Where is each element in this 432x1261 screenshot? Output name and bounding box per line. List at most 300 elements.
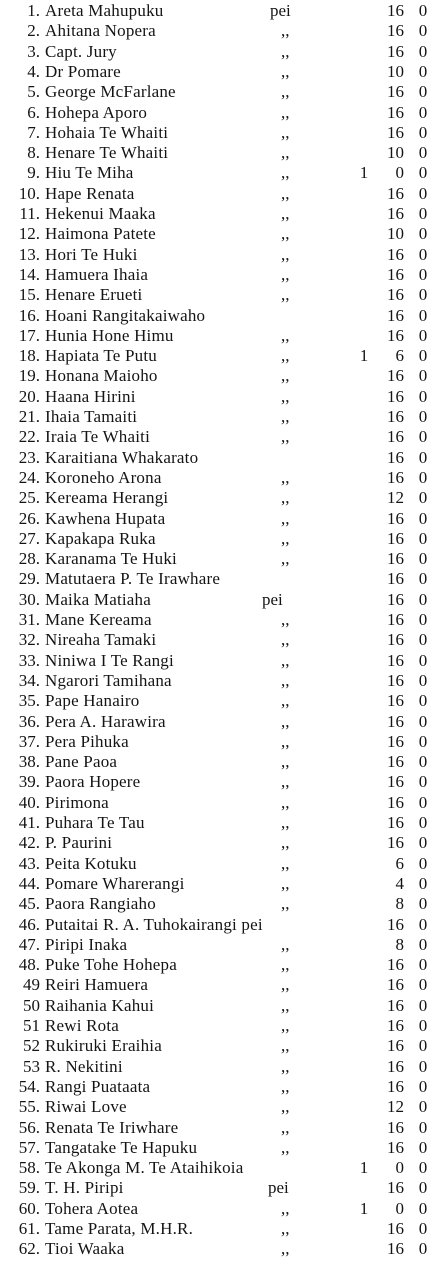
entry-mark: ,, (281, 853, 290, 873)
entry-number: 56. (18, 1117, 40, 1137)
entry-shillings: 16 (387, 1076, 404, 1096)
entry-name: Hoani Rangitakaiwaho (45, 305, 206, 325)
entry-number: 24. (18, 467, 40, 487)
entry-shillings: 16 (387, 813, 404, 832)
entry-name: Pomare Wharerangi (45, 873, 185, 893)
entry-number: 12. (18, 224, 40, 244)
entry-shillings: 16 (387, 82, 404, 102)
entry-mark: ,, (281, 610, 290, 629)
entry-shillings: 16 (387, 467, 404, 487)
list-item (0, 183, 432, 203)
entry-mark: ,, (281, 346, 290, 366)
entry-mark: ,, (281, 244, 290, 264)
entry-pounds: 1 (359, 1158, 369, 1178)
entry-mark: ,, (281, 691, 290, 711)
entry-mark: ,, (281, 366, 290, 386)
entry-name: Pape Hanairo (45, 691, 140, 711)
list-item (0, 812, 432, 832)
entry-name: Te Akonga M. Te Ataihikoia (45, 1158, 244, 1178)
entry-number: 50 (23, 995, 40, 1015)
entry-shillings: 12 (387, 488, 404, 508)
entry-mark: ,, (281, 1137, 290, 1157)
entry-pence: 0 (418, 325, 428, 345)
entry-name: Renata Te Iriwhare (45, 1117, 179, 1137)
entry-name: Haimona Patete (45, 224, 156, 244)
entry-shillings: 16 (387, 528, 404, 548)
entry-pence: 0 (418, 264, 428, 284)
entry-pence: 0 (418, 650, 428, 670)
list-item (0, 142, 432, 162)
entry-name: Hekenui Maaka (45, 204, 156, 223)
entry-mark: ,, (281, 955, 290, 975)
entry-name: Putaitai R. A. Tuhokairangi pei (45, 914, 263, 934)
entry-pence: 0 (418, 407, 428, 426)
entry-pounds: 1 (359, 1198, 369, 1218)
entry-shillings: 10 (387, 61, 404, 81)
entry-number: 31. (18, 610, 40, 629)
entry-mark: ,, (281, 934, 290, 954)
entry-number: 10. (18, 183, 40, 203)
list-item (0, 568, 432, 588)
entry-number: 51 (23, 1016, 40, 1035)
entry-pence: 0 (418, 711, 428, 731)
entry-number: 15. (18, 285, 40, 305)
entry-name: Pirimona (45, 792, 109, 812)
list-item (0, 995, 432, 1015)
entry-name: Hohaia Te Whaiti (45, 122, 169, 142)
entry-shillings: 10 (387, 224, 404, 244)
entry-pence: 0 (418, 1076, 428, 1096)
entry-pence: 0 (418, 41, 428, 61)
entry-pence: 0 (418, 366, 428, 386)
entry-pence: 0 (418, 1117, 428, 1137)
entry-mark: ,, (281, 650, 290, 670)
entry-number: 35. (18, 691, 40, 711)
entry-number: 13. (18, 244, 40, 264)
list-item (0, 223, 432, 243)
entry-name: Ahitana Nopera (45, 21, 156, 41)
entry-name: Matutaera P. Te Irawhare (45, 569, 221, 589)
entry-pence: 0 (418, 183, 428, 203)
entry-shillings: 16 (387, 447, 404, 467)
list-item (0, 365, 432, 385)
entry-name: T. H. Piripi (45, 1178, 124, 1198)
entry-pence: 0 (418, 102, 428, 122)
entry-shillings: 16 (387, 975, 404, 995)
list-item (0, 1015, 432, 1035)
entry-shillings: 16 (387, 691, 404, 711)
entry-number: 55. (18, 1097, 40, 1117)
list-item (0, 41, 432, 61)
entry-mark: ,, (281, 82, 290, 102)
entry-pence: 0 (418, 346, 428, 366)
entry-name: Mane Kereama (45, 610, 152, 629)
entry-name: Iraia Te Whaiti (45, 427, 151, 447)
list-item (0, 1238, 432, 1258)
entry-name: Paora Rangiaho (45, 894, 156, 914)
entry-shillings: 16 (387, 610, 404, 629)
list-item (0, 284, 432, 304)
entry-name: Hori Te Huki (45, 244, 138, 264)
entry-mark: ,, (281, 894, 290, 914)
entry-mark: ,, (281, 325, 290, 345)
entry-shillings: 16 (387, 386, 404, 406)
entry-pence: 0 (418, 204, 428, 223)
entry-number: 28. (18, 549, 40, 569)
entry-pence: 0 (418, 670, 428, 690)
entry-mark: ,, (281, 630, 290, 650)
entry-number: 25. (18, 488, 40, 508)
entry-pence: 0 (418, 1056, 428, 1076)
list-item (0, 792, 432, 812)
entry-name: Hiu Te Miha (45, 163, 134, 183)
entry-shillings: 16 (387, 427, 404, 447)
list-item (0, 61, 432, 81)
entry-shillings: 16 (387, 670, 404, 690)
entry-shillings: 16 (387, 366, 404, 386)
entry-shillings: 16 (387, 285, 404, 305)
entry-number: 22. (18, 427, 40, 447)
entry-mark: ,, (281, 1239, 290, 1259)
entry-pence: 0 (418, 305, 428, 325)
entry-shillings: 16 (387, 630, 404, 650)
entry-shillings: 16 (387, 731, 404, 751)
entry-shillings: 16 (387, 1239, 404, 1259)
list-item (0, 528, 432, 548)
entry-name: Capt. Jury (45, 41, 117, 61)
entry-pence: 0 (418, 894, 428, 914)
entry-number: 4. (27, 61, 40, 81)
entry-number: 37. (18, 731, 40, 751)
list-item (0, 447, 432, 467)
entry-name: Rangi Puataata (45, 1076, 151, 1096)
entry-pence: 0 (418, 224, 428, 244)
entry-shillings: 16 (387, 589, 404, 609)
list-item (0, 1157, 432, 1177)
entry-shillings: 16 (387, 508, 404, 528)
entry-pence: 0 (418, 285, 428, 305)
entry-number: 47. (18, 934, 40, 954)
entry-name: Pera Pihuka (45, 731, 129, 751)
entry-name: Hape Renata (45, 183, 135, 203)
entry-mark: ,, (281, 1036, 290, 1056)
entry-pence: 0 (418, 772, 428, 792)
entry-shillings: 16 (387, 914, 404, 934)
entry-name: R. Nekitini (45, 1056, 123, 1076)
entry-number: 1. (27, 1, 40, 20)
entry-number: 58. (18, 1158, 40, 1178)
entry-mark: ,, (281, 731, 290, 751)
entry-shillings: 16 (387, 183, 404, 203)
entry-number: 59. (18, 1178, 40, 1198)
entry-shillings: 16 (387, 955, 404, 975)
entry-number: 60. (18, 1198, 40, 1218)
entry-pence: 0 (418, 508, 428, 528)
entry-shillings: 16 (387, 1219, 404, 1238)
entry-name: Hunia Hone Himu (45, 325, 174, 345)
entry-pounds: 1 (359, 163, 369, 183)
list-item (0, 203, 432, 223)
entry-pence: 0 (418, 610, 428, 629)
entry-pence: 0 (418, 122, 428, 142)
list-item (0, 832, 432, 852)
entry-number: 44. (18, 873, 40, 893)
entry-number: 23. (18, 447, 40, 467)
entry-number: 26. (18, 508, 40, 528)
entry-shillings: 16 (387, 1178, 404, 1198)
entry-pence: 0 (418, 488, 428, 508)
list-item (0, 406, 432, 426)
entry-name: Kawhena Hupata (45, 508, 166, 528)
entry-number: 34. (18, 670, 40, 690)
entry-number: 45. (18, 894, 40, 914)
entry-shillings: 16 (387, 1036, 404, 1056)
entry-mark: ,, (281, 1016, 290, 1035)
entry-pence: 0 (418, 873, 428, 893)
entry-pence: 0 (418, 813, 428, 832)
entry-mark: ,, (281, 508, 290, 528)
list-item (0, 487, 432, 507)
entry-name: Dr Pomare (45, 61, 121, 81)
entry-shillings: 10 (387, 143, 404, 163)
entry-number: 57. (18, 1137, 40, 1157)
entry-number: 11. (19, 204, 40, 223)
entry-pence: 0 (418, 386, 428, 406)
list-item (0, 650, 432, 670)
entry-mark: ,, (281, 163, 290, 183)
entry-name: Tioi Waaka (45, 1239, 125, 1259)
entry-name: Kereama Herangi (45, 488, 169, 508)
entry-mark: pei (268, 1178, 289, 1198)
entry-mark: ,, (281, 1198, 290, 1218)
entry-pence: 0 (418, 549, 428, 569)
entry-number: 8. (27, 143, 40, 163)
entry-shillings: 16 (387, 21, 404, 41)
list-item (0, 629, 432, 649)
list-item (0, 244, 432, 264)
list-item (0, 731, 432, 751)
entry-name: Ngarori Tamihana (45, 670, 172, 690)
entry-pence: 0 (418, 569, 428, 589)
list-item (0, 1056, 432, 1076)
entry-number: 9. (27, 163, 40, 183)
entry-pence: 0 (418, 934, 428, 954)
entry-mark: ,, (281, 204, 290, 223)
entry-mark: ,, (281, 528, 290, 548)
entry-shillings: 0 (395, 1158, 404, 1178)
entry-pence: 0 (418, 995, 428, 1015)
entry-mark: ,, (281, 813, 290, 832)
entry-mark: ,, (281, 488, 290, 508)
entry-number: 29. (18, 569, 40, 589)
entry-number: 21. (18, 407, 40, 426)
entry-name: Peita Kotuku (45, 853, 137, 873)
list-item (0, 974, 432, 994)
entry-pence: 0 (418, 528, 428, 548)
entry-name: Honana Maioho (45, 366, 158, 386)
entry-number: 17. (18, 325, 40, 345)
entry-pence: 0 (418, 955, 428, 975)
entry-pence: 0 (418, 1178, 428, 1198)
entry-pence: 0 (418, 792, 428, 812)
entry-shillings: 12 (387, 1097, 404, 1117)
entry-mark: ,, (281, 427, 290, 447)
entry-number: 40. (18, 792, 40, 812)
entry-name: Pera A. Harawira (45, 711, 166, 731)
entry-name: Paora Hopere (45, 772, 141, 792)
entry-pence: 0 (418, 1, 428, 20)
entry-name: Hapiata Te Putu (45, 346, 157, 366)
list-item (0, 305, 432, 325)
entry-pence: 0 (418, 427, 428, 447)
list-item (0, 1076, 432, 1096)
entry-mark: pei (270, 1, 291, 20)
list-item (0, 589, 432, 609)
entry-shillings: 6 (395, 346, 404, 366)
entry-number: 3. (27, 41, 40, 61)
entry-pence: 0 (418, 1219, 428, 1238)
entry-name: Ihaia Tamaiti (45, 407, 138, 426)
entry-pence: 0 (418, 163, 428, 183)
entry-mark: ,, (281, 122, 290, 142)
entry-mark: ,, (281, 1076, 290, 1096)
entry-number: 41. (18, 813, 40, 832)
entry-number: 32. (18, 630, 40, 650)
entry-pence: 0 (418, 1097, 428, 1117)
entry-pence: 0 (418, 467, 428, 487)
entry-shillings: 16 (387, 569, 404, 589)
entry-shillings: 16 (387, 325, 404, 345)
entry-mark: ,, (281, 21, 290, 41)
list-item (0, 102, 432, 122)
entry-pence: 0 (418, 143, 428, 163)
entry-mark: ,, (281, 102, 290, 122)
entry-number: 52 (23, 1036, 40, 1056)
entry-number: 27. (18, 528, 40, 548)
list-item (0, 873, 432, 893)
list-item (0, 1198, 432, 1218)
entry-pounds: 1 (359, 346, 369, 366)
entry-mark: ,, (281, 995, 290, 1015)
entry-shillings: 16 (387, 204, 404, 223)
entry-shillings: 16 (387, 995, 404, 1015)
list-item (0, 122, 432, 142)
list-item (0, 345, 432, 365)
list-item (0, 548, 432, 568)
entry-shillings: 16 (387, 772, 404, 792)
entry-shillings: 16 (387, 549, 404, 569)
entry-mark: ,, (281, 1219, 290, 1238)
entry-name: Tohera Aotea (45, 1198, 139, 1218)
entry-name: Riwai Love (45, 1097, 127, 1117)
entry-name: Tangatake Te Hapuku (45, 1137, 198, 1157)
list-item (0, 81, 432, 101)
entry-number: 19. (18, 366, 40, 386)
list-item (0, 914, 432, 934)
entry-number: 38. (18, 752, 40, 772)
entry-pence: 0 (418, 1158, 428, 1178)
entry-number: 7. (27, 122, 40, 142)
entry-name: Areta Mahupuku (45, 1, 164, 20)
entry-number: 5. (27, 82, 40, 102)
entry-mark: ,, (281, 224, 290, 244)
entry-shillings: 8 (395, 894, 404, 914)
entry-mark: ,, (281, 1117, 290, 1137)
entry-pence: 0 (418, 21, 428, 41)
entry-shillings: 16 (387, 1137, 404, 1157)
entry-mark: ,, (281, 386, 290, 406)
list-item (0, 264, 432, 284)
entry-pence: 0 (418, 853, 428, 873)
list-item (0, 934, 432, 954)
entry-number: 36. (18, 711, 40, 731)
entry-shillings: 16 (387, 41, 404, 61)
list-item (0, 325, 432, 345)
entry-shillings: 16 (387, 833, 404, 853)
entry-shillings: 16 (387, 407, 404, 426)
entry-name: Niniwa I Te Rangi (45, 650, 174, 670)
entry-mark: ,, (281, 792, 290, 812)
entry-pence: 0 (418, 752, 428, 772)
entry-pence: 0 (418, 691, 428, 711)
list-item (0, 711, 432, 731)
entry-name: Puke Tohe Hohepa (45, 955, 178, 975)
entry-shillings: 16 (387, 102, 404, 122)
entry-pence: 0 (418, 1036, 428, 1056)
entry-number: 6. (27, 102, 40, 122)
entry-pence: 0 (418, 833, 428, 853)
entry-pence: 0 (418, 914, 428, 934)
entry-number: 46. (18, 914, 40, 934)
entry-pence: 0 (418, 731, 428, 751)
entry-number: 14. (18, 264, 40, 284)
list-item (0, 1177, 432, 1197)
entry-shillings: 0 (395, 1198, 404, 1218)
entry-shillings: 6 (395, 853, 404, 873)
entry-name: Rukiruki Eraihia (45, 1036, 162, 1056)
entry-mark: ,, (281, 1056, 290, 1076)
entry-shillings: 0 (395, 163, 404, 183)
entry-shillings: 16 (387, 1117, 404, 1137)
entry-name: Puhara Te Tau (45, 813, 145, 832)
entry-pence: 0 (418, 244, 428, 264)
entry-mark: ,, (281, 772, 290, 792)
entry-number: 48. (18, 955, 40, 975)
entry-number: 43. (18, 853, 40, 873)
entry-mark: ,, (281, 467, 290, 487)
entry-name: Nireaha Tamaki (45, 630, 157, 650)
list-item (0, 690, 432, 710)
entry-pence: 0 (418, 1137, 428, 1157)
entry-name: P. Paurini (45, 833, 113, 853)
entry-name: Koroneho Arona (45, 467, 162, 487)
entry-shillings: 16 (387, 305, 404, 325)
entry-shillings: 16 (387, 1016, 404, 1035)
list-item (0, 1035, 432, 1055)
list-item (0, 609, 432, 629)
entry-pence: 0 (418, 975, 428, 995)
list-item (0, 893, 432, 913)
entry-pence: 0 (418, 447, 428, 467)
entry-number: 42. (18, 833, 40, 853)
entry-mark: ,, (281, 670, 290, 690)
entry-shillings: 16 (387, 1, 404, 20)
entry-name: Piripi Inaka (45, 934, 128, 954)
entry-number: 53 (23, 1056, 40, 1076)
list-item (0, 751, 432, 771)
entry-mark: ,, (281, 975, 290, 995)
entry-pence: 0 (418, 1016, 428, 1035)
